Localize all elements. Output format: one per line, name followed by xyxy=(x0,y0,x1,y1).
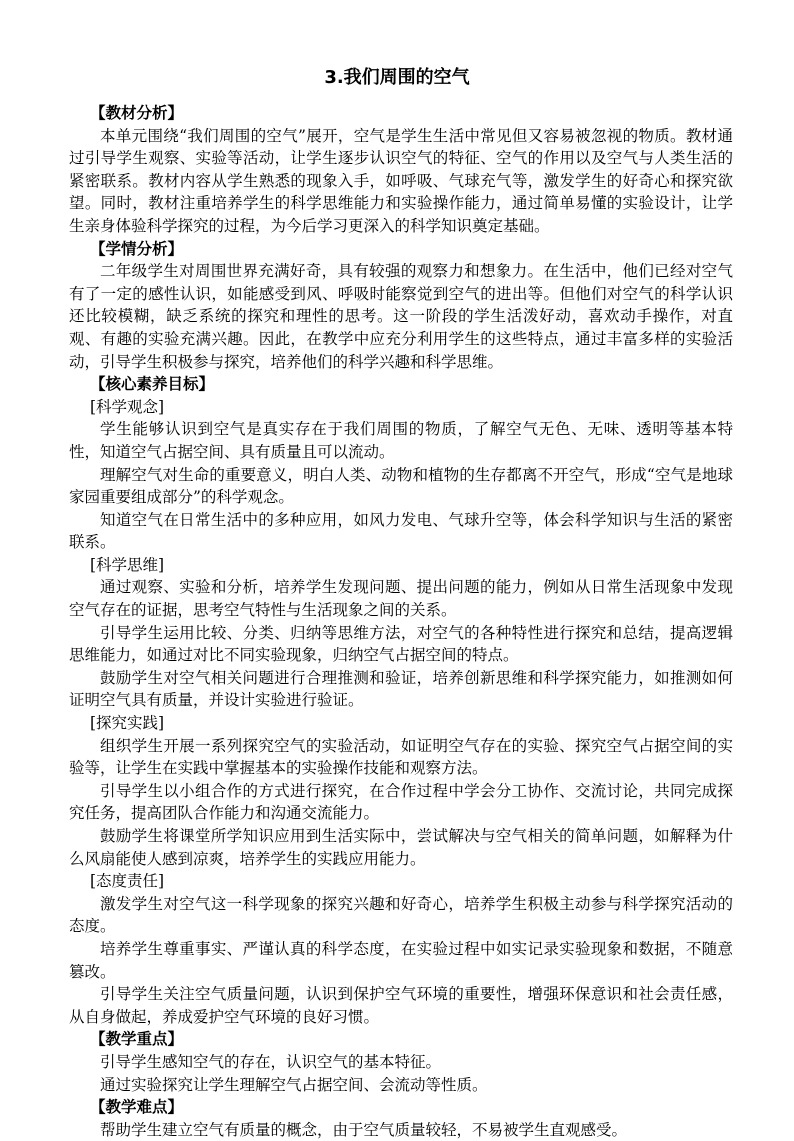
section-heading-hexin: 【核心素养目标】 xyxy=(90,374,215,394)
paragraph: 培养学生尊重事实、严谨认真的科学态度，在实验过程中如实记录实验现象和数据，不随意篡改。 xyxy=(69,939,733,981)
paragraph: 通过实验探究让学生理解空气占据空间、会流动等性质。 xyxy=(100,1075,488,1094)
paragraph: 通过观察、实验和分析，培养学生发现问题、提出问题的能力，例如从日常生活现象中发现空气存在的证据，思考空气特性与生活现象之间的关系。 xyxy=(69,578,733,620)
section-heading-nandian: 【教学难点】 xyxy=(90,1097,184,1117)
paragraph: 引导学生关注空气质量问题，认识到保护空气环境的重要性，增强环保意识和社会责任感，从自身做起，养成爱护空气环境的良好习惯。 xyxy=(69,985,733,1026)
subheading-tanjiu-shijian: [探究实践] xyxy=(90,714,165,733)
section-heading-zhongdian: 【教学重点】 xyxy=(90,1029,184,1049)
document-body xyxy=(69,102,733,1141)
paragraph: 知道空气在日常生活中的多种应用，如风力发电、气球升空等，体会科学知识与生活的紧密联系。 xyxy=(69,510,733,552)
subheading-taidu-zeren: [态度责任] xyxy=(90,872,165,891)
paragraph: 本单元围绕“我们周围的空气”展开，空气是学生生活中常见但又容易被忽视的物质。教材通过引导学生观察、实验等活动，让学生逐步认识空气的特征、空气的作用以及空气与人类生活的紧密联系。教材内容从学生熟悉的现象入手，如呼吸、气球充气等，激发学生的好奇心和探究欲望。同时，教材注重培养学生的科学思维能力和实验操作能力，通过简单易懂的实验设计，让学生亲身体验科学探究的过程，为今后学习更深入的科学知识奠定基础。 xyxy=(69,126,733,235)
page-title: 3.我们周围的空气 xyxy=(324,67,470,88)
section-heading-jiaocai: 【教材分析】 xyxy=(90,103,184,122)
subheading-kexue-siwei: [科学思维] xyxy=(90,555,165,574)
paragraph: 鼓励学生对空气相关问题进行合理推测和验证，培养创新思维和科学探究能力，如推测如何证明空气具有质量，并设计实验进行验证。 xyxy=(69,668,733,710)
paragraph: 引导学生以小组合作的方式进行探究，在合作过程中学会分工协作、交流讨论，共同完成探究任务，提高团队合作能力和沟通交流能力。 xyxy=(69,781,733,823)
subheading-kexue-guannian: [科学观念] xyxy=(90,397,165,416)
paragraph: 引导学生感知空气的存在，认识空气的基本特征。 xyxy=(100,1052,442,1071)
paragraph: 理解空气对生命的重要意义，明白人类、动物和植物的生存都离不开空气，形成“空气是地球家园重要组成部分”的科学观念。 xyxy=(69,465,733,507)
paragraph: 帮助学生建立空气有质量的概念，由于空气质量较轻，不易被学生直观感受。 xyxy=(100,1120,628,1139)
paragraph: 鼓励学生将课堂所学知识应用到生活实际中，尝试解决与空气相关的简单问题，如解释为什么风扇能使人感到凉爽，培养学生的实践应用能力。 xyxy=(69,827,733,868)
paragraph: 二年级学生对周围世界充满好奇，具有较强的观察力和想象力。在生活中，他们已经对空气有了一定的感性认识，如能感受到风、呼吸时能察觉到空气的进出等。但他们对空气的科学认识还比较模糊，缺乏系统的探究和理性的思考。这一阶段的学生活泼好动，喜欢动手操作，对直观、有趣的实验充满兴趣。因此，在教学中应充分利用学生的这些特点，通过丰富多样的实验活动，引导学生积极参与探究，培养他们的科学兴趣和科学思维。 xyxy=(69,262,733,371)
section-heading-xueqing: 【学情分析】 xyxy=(90,238,184,258)
paragraph: 学生能够认识到空气是真实存在于我们周围的物质，了解空气无色、无味、透明等基本特性，知道空气占据空间、具有质量且可以流动。 xyxy=(69,420,733,461)
paragraph: 组织学生开展一系列探究空气的实验活动，如证明空气存在的实验、探究空气占据空间的实验等，让学生在实践中掌握基本的实验操作技能和观察方法。 xyxy=(69,736,733,778)
paragraph: 引导学生运用比较、分类、归纳等思维方法，对空气的各种特性进行探究和总结，提高逻辑思维能力，如通过对比不同实验现象，归纳空气占据空间的特点。 xyxy=(69,623,733,665)
paragraph: 激发学生对空气这一科学现象的探究兴趣和好奇心，培养学生积极主动参与科学探究活动的态度。 xyxy=(69,894,733,936)
